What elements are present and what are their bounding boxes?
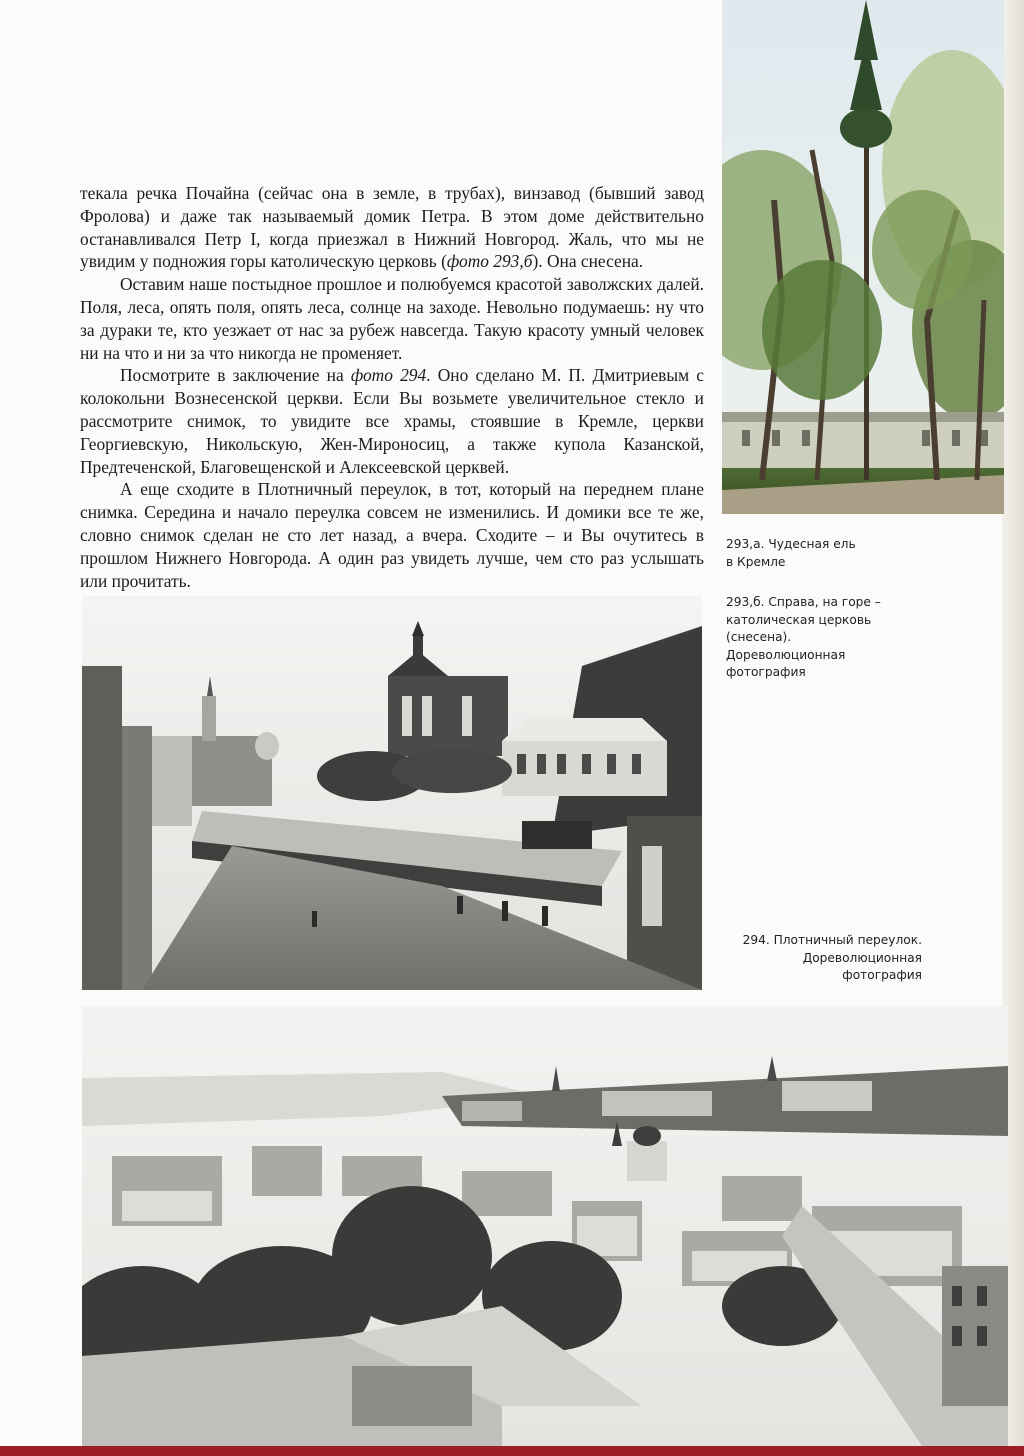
paragraph: Посмотрите в заключение на фото 294. Оно сделано М. П. Дмитриевым с колокольни Вознесенской церкви. Если Вы возьмете увеличительное стекло и рассмотрите снимок, то увидите все храмы, стоявшие в Кремле, церкви Георгиевскую, Никольскую, Жен-Мироносиц, а также купола Казанской, Предтеченской, Благовещенской и Алексеевской церквей. — [80, 365, 704, 477]
photo-293a-tree — [722, 0, 1004, 514]
photo-294-panorama — [82, 1006, 1008, 1446]
photo-293b-street — [82, 596, 702, 990]
photo-reference: фото 293,б — [446, 251, 533, 272]
bottom-accent-strip — [0, 1446, 1024, 1456]
caption-293b: 293,б. Справа, на горе – католическая церковь (снесена). Дореволюционная фотография — [726, 595, 881, 679]
caption-294: 294. Плотничный переулок. Дореволюционная фотография — [742, 933, 922, 982]
paragraph: А еще сходите в Плотничный переулок, в тот, который на переднем плане снимка. Середина и начало переулка совсем не изменились. И домики все те же, словно снимок сделан не сто лет назад, а вчера. Сходите – и Вы очутитесь в прошлом Нижнего Новгорода. А один раз увидеть лучше, чем сто раз услышать или прочитать. — [80, 479, 704, 591]
caption-293a: 293,а. Чудесная ель в Кремле — [726, 537, 856, 569]
article-body — [80, 182, 704, 615]
paragraph: Оставим наше постыдное прошлое и полюбуемся красотой заволжских далей. Поля, леса, опять поля, опять леса, солнце на заходе. Невольно подумаешь: ну что за дураки те, кто уезжает от нас за рубеж навсегда. Такую красоту умный человек ни на что и ни за что никогда не променяет. — [80, 274, 704, 363]
photo-reference: фото 294 — [350, 365, 427, 386]
paragraph: текала речка Почайна (сейчас она в земле, в трубах), винзавод (бывший завод Фролова) и даже так называемый домик Петра. В этом доме действительно останавливался Петр I, когда приезжал в Нижний Новгород. Жаль, что мы не увидим у подножия горы католическую церковь (фото 293,б). Она снесена. — [80, 183, 704, 272]
